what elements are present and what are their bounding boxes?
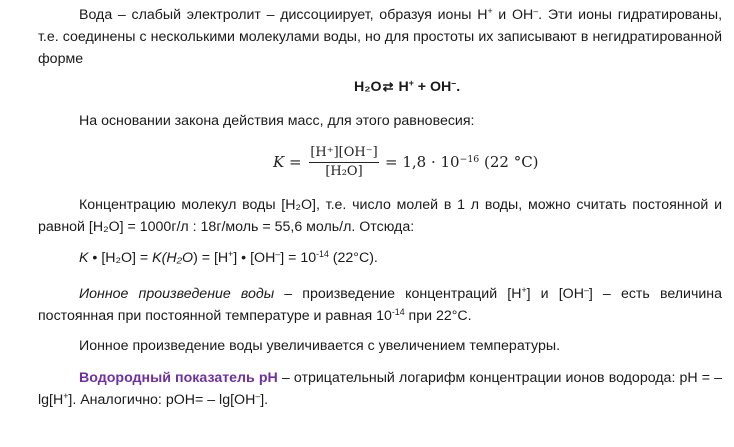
superscript: – [275,249,281,260]
equation-part: (H₂O [161,250,194,266]
term-ph: Водородный показатель pH [79,370,278,386]
superscript: + [521,285,527,296]
equation-part: • [H₂O] = [88,250,153,266]
equation-rhs: = 1,8 · 10 [385,153,460,171]
fraction [309,145,379,180]
superscript: + [408,78,414,89]
superscript: + [63,391,69,402]
superscript: -14 [316,249,329,260]
text: ]. [260,392,269,408]
paragraph-water-dissociation [38,4,722,70]
paragraph-temperature: Ионное произведение воды увеличивается с увеличением температуры. [79,338,561,354]
superscript: -14 [391,307,405,318]
equation-part: ] • [OH [233,250,276,266]
text: ] – есть величина постоянная при постоянной температуре и равная 10 [38,286,722,324]
text: Вода – слабый электролит – диссоциирует, образуя ионы H [79,7,488,23]
equation-part: ) = [H [193,250,229,266]
equation-condition: (22 °C) [479,153,539,171]
superscript: + [228,249,234,260]
term-ion-product: Ионное произведение воды [79,286,275,302]
fraction-bar [309,162,379,163]
superscript: + [487,6,493,17]
equation-part: . [456,79,461,95]
text: ]. Аналогично: pOH= – lg[OH [68,392,256,408]
paragraph-mass-action: На основании закона действия масс, для этого равновесия: [79,113,475,129]
superscript: – [451,78,457,89]
superscript: – [533,6,539,17]
paragraph-water-concentration: Концентрацию молекул воды [H₂O], т.е. число молей в 1 л воды, можно считать постоянной и равной [H₂O] = 1000г/л : 18г/моль = 55,6 моль/л. Отсюда: [38,197,722,235]
fraction-denominator: [H₂O] [325,164,363,179]
equation-lhs: K = [273,153,302,171]
equation-part: + OH [413,79,452,95]
dissociation-equation [354,76,460,98]
paragraph-ph-definition [38,367,722,411]
text: – произведение концентраций [H [274,286,522,302]
text: – отрицательный логарифм концентрации ионов водорода: pH = –lg[H [38,370,722,408]
ion-product-equation [79,247,719,269]
text: и OH [492,7,534,23]
paragraph-ion-product-definition [38,283,722,327]
equation-part: H [394,79,409,95]
text: при 22°C. [404,308,472,324]
fraction-numerator: [H⁺][OH⁻] [310,145,378,160]
equation-part: K [79,250,89,266]
superscript: – [255,391,261,402]
superscript: – [583,285,589,296]
equation-part: ] = 10 [280,250,317,266]
equation-part: (22°C). [328,250,378,266]
equation-part: K [152,250,162,266]
text: . Эти ионы гидратированы, т.е. соединены с несколькими молекулами воды, но для простоты их записывают в негидратированной форме [38,7,723,67]
equilibrium-arrow-icon: ⇄ [382,79,394,94]
superscript: −16 [459,153,480,165]
text: ] и [OH [526,286,584,302]
equation-part: H₂O [354,79,382,95]
